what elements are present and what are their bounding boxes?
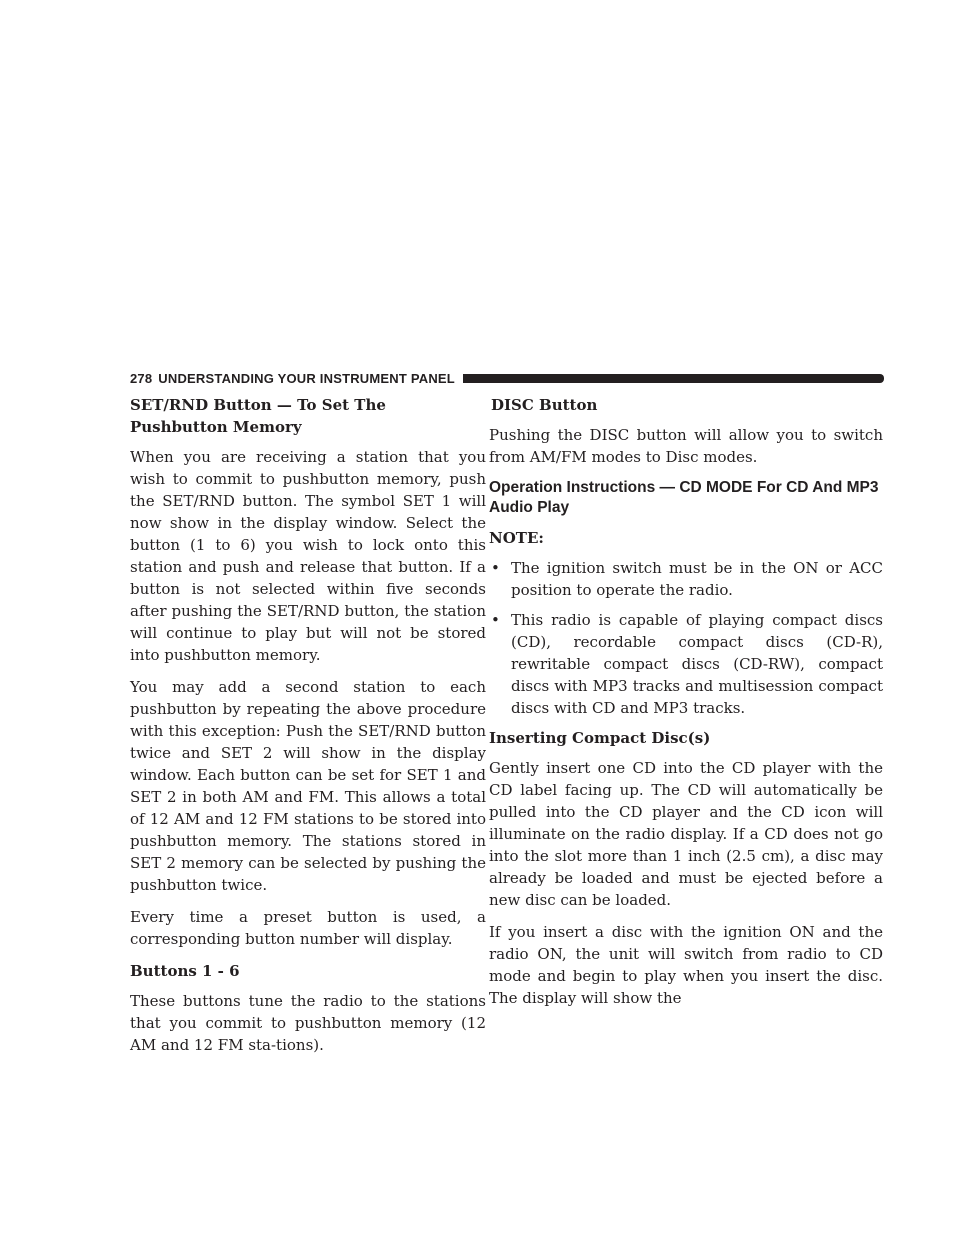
note-bullet-item — [489, 557, 883, 601]
header-rule — [463, 374, 884, 383]
bullet-dot-icon: • — [491, 611, 500, 629]
heading-operation-instructions: Operation Instructions — CD MODE For CD And MP3 Audio Play — [489, 479, 879, 516]
paragraph-inserting-1: Gently insert one CD into the CD player with the CD label facing up. The CD will automatically be pulled into the CD player and the CD icon will illuminate on the radio display. If a CD does not go into the slot more than 1 inch (2.5 cm), a disc may already be loaded and must be ejected before a new disc can be loaded. — [489, 759, 883, 909]
note-bullet-item — [489, 609, 883, 719]
left-column — [130, 394, 486, 1066]
page-header — [130, 371, 884, 385]
note-label: NOTE: — [489, 529, 544, 547]
note-bullet-list — [489, 557, 883, 719]
heading-inserting-compact-discs: Inserting Compact Disc(s) — [489, 729, 711, 747]
heading-buttons-1-6: Buttons 1 - 6 — [130, 962, 240, 980]
bullet-dot-icon: • — [491, 559, 500, 577]
paragraph-set-rnd-2: You may add a second station to each pushbutton by repeating the above procedure with this exception: Push the SET/RND button twice and SET 2 will show in the display window. Each button can be set for SET 1 and SET 2 in both AM and FM. This allows a total of 12 AM and 12 FM stations to be stored into pushbutton memory. The stations stored in SET 2 memory can be selected by pushing the pushbutton twice. — [130, 678, 486, 894]
section-title: UNDERSTANDING YOUR INSTRUMENT PANEL — [158, 370, 455, 386]
paragraph-set-rnd-1: When you are receiving a station that you wish to commit to pushbutton memory, push the SET/RND button. The symbol SET 1 will now show in the display window. Select the button (1 to 6) you wish to lock onto this station and push and release that button. If a button is not selected within five seconds after pushing the SET/RND button, the station will continue to play but will not be stored into pushbutton memory. — [130, 448, 486, 664]
note-bullet-text: This radio is capable of playing compact discs (CD), recordable compact discs (CD-R), rewritable compact discs (CD-RW), compact discs with MP3 tracks and multisession compact discs with CD and MP3 tracks. — [511, 611, 883, 717]
paragraph-inserting-2: If you insert a disc with the ignition ON and the radio ON, the unit will switch from radio to CD mode and begin to play when you insert the disc. The display will show the — [489, 923, 883, 1007]
paragraph-disc-button: Pushing the DISC button will allow you to switch from AM/FM modes to Disc modes. — [489, 426, 883, 466]
page-number: 278 — [130, 370, 153, 386]
right-column — [489, 394, 883, 1019]
note-bullet-text: The ignition switch must be in the ON or ACC position to operate the radio. — [511, 559, 883, 599]
heading-disc-button: DISC Button — [491, 396, 598, 414]
heading-set-rnd-button: SET/RND Button — To Set The Pushbutton Memory — [130, 396, 386, 436]
paragraph-preset-display: Every time a preset button is used, a corresponding button number will display. — [130, 908, 486, 948]
paragraph-buttons-1-6: These buttons tune the radio to the stations that you commit to pushbutton memory (12 AM and 12 FM sta-tions). — [130, 992, 486, 1054]
